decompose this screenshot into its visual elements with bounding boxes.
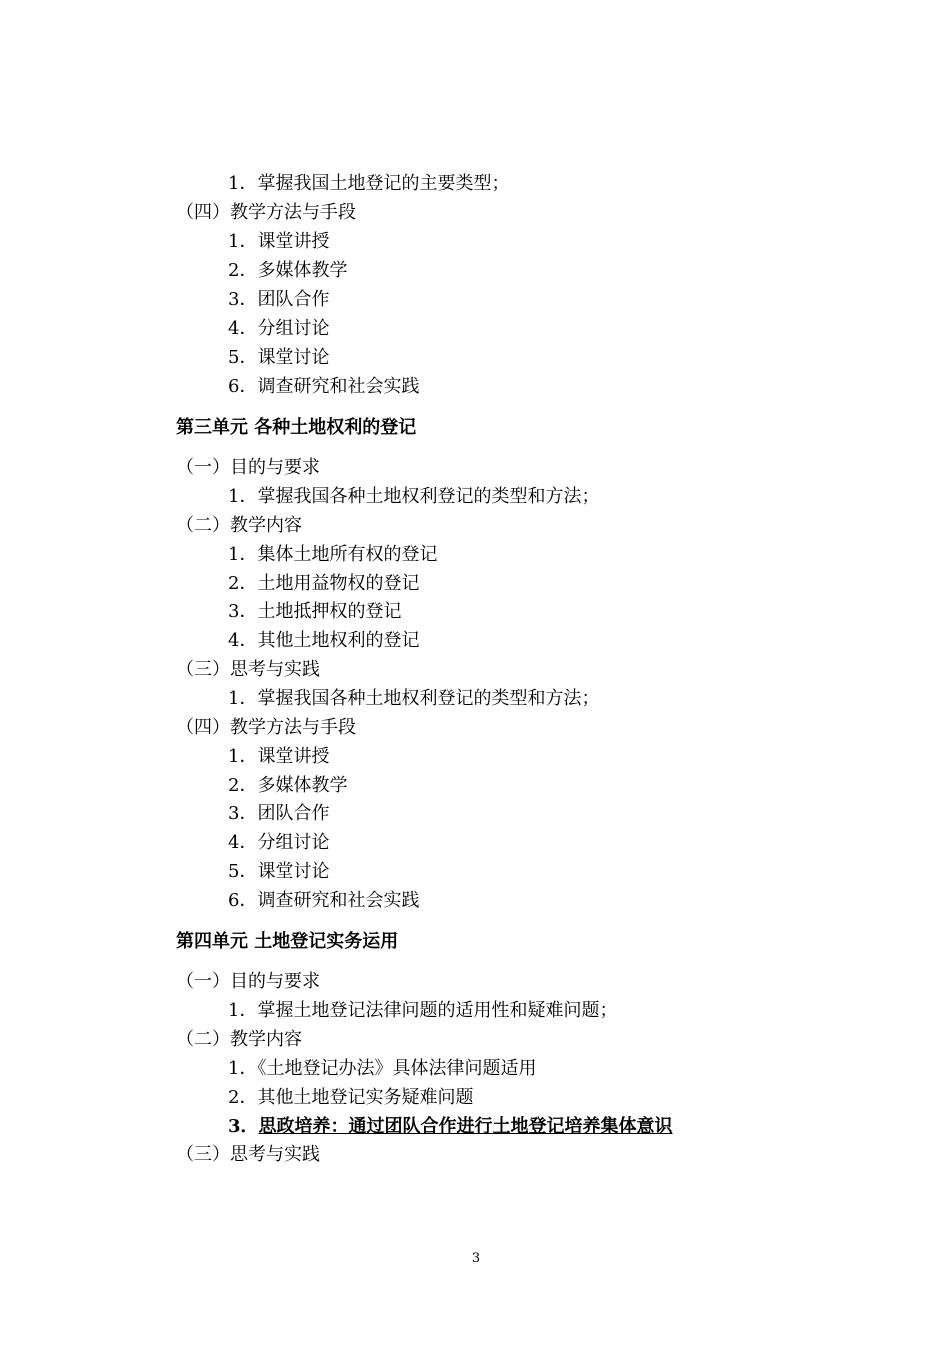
unit4-title: 第四单元 土地登记实务运用	[176, 931, 399, 952]
practice-item: 1．掌握我国土地登记的主要类型；	[228, 173, 510, 194]
list-item: 3．土地抵押权的登记	[228, 601, 402, 622]
list-item: 1．《土地登记办法》具体法律问题适用	[228, 1058, 537, 1079]
list-item: 4．其他土地权利的登记	[228, 630, 420, 651]
list-item: 5．课堂讨论	[228, 347, 330, 368]
list-item: 6．调查研究和社会实践	[228, 890, 420, 911]
list-item: 3．团队合作	[228, 289, 330, 310]
list-item: 2．其他土地登记实务疑难问题	[228, 1087, 474, 1108]
practice-heading: （三）思考与实践	[176, 1144, 320, 1165]
ideology-item	[228, 1115, 673, 1139]
page-number: 3	[471, 1251, 481, 1266]
methods-heading: （四）教学方法与手段	[176, 202, 356, 223]
list-item: 2．多媒体教学	[228, 775, 348, 796]
content-heading: （二）教学内容	[176, 515, 302, 536]
goals-heading: （一）目的与要求	[176, 971, 320, 992]
practice-heading: （三）思考与实践	[176, 659, 320, 680]
list-item: 5．课堂讨论	[228, 861, 330, 882]
list-item: 1．集体土地所有权的登记	[228, 544, 438, 565]
list-item: 4．分组讨论	[228, 318, 330, 339]
unit3-title: 第三单元 各种土地权利的登记	[176, 417, 417, 438]
ideology-text: 思政培养：通过团队合作进行土地登记培养集体意识	[258, 1116, 673, 1137]
methods-heading: （四）教学方法与手段	[176, 717, 356, 738]
list-item: 2．多媒体教学	[228, 260, 348, 281]
list-item: 3．团队合作	[228, 803, 330, 824]
list-item: 1．掌握土地登记法律问题的适用性和疑难问题；	[228, 1000, 618, 1021]
list-item: 1．掌握我国各种土地权利登记的类型和方法；	[228, 688, 600, 709]
list-item: 1．课堂讲授	[228, 746, 330, 767]
list-item: 1．课堂讲授	[228, 231, 330, 252]
goals-heading: （一）目的与要求	[176, 457, 320, 478]
content-heading: （二）教学内容	[176, 1029, 302, 1050]
list-item: 6．调查研究和社会实践	[228, 376, 420, 397]
list-item: 2．土地用益物权的登记	[228, 573, 420, 594]
list-item: 4．分组讨论	[228, 832, 330, 853]
list-item: 1．掌握我国各种土地权利登记的类型和方法；	[228, 486, 600, 507]
ideology-number: 3．	[228, 1116, 259, 1137]
